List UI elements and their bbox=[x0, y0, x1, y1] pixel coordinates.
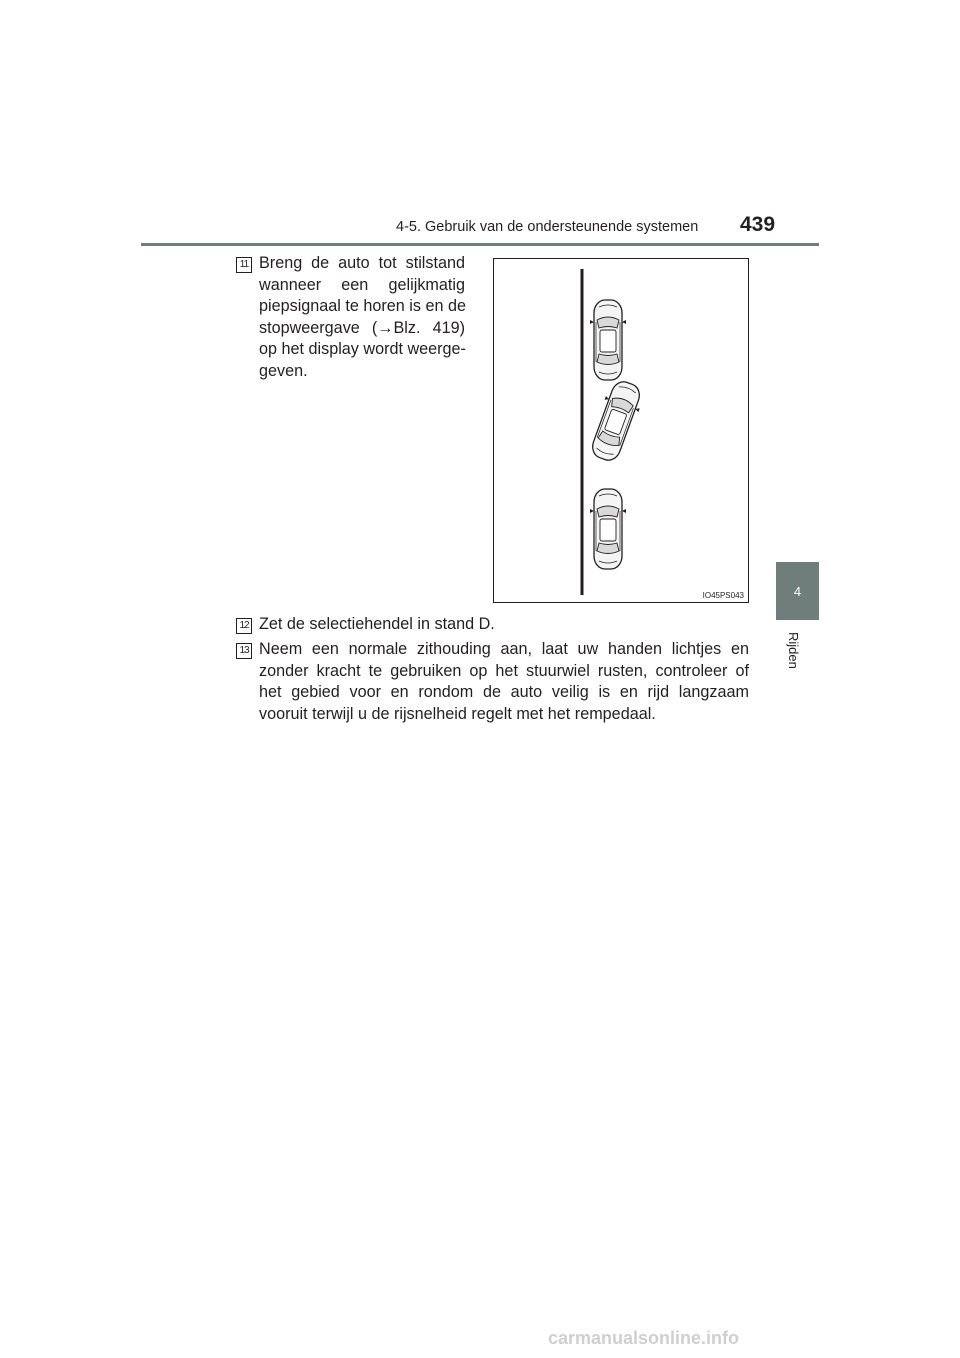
text-line: zonder kracht te gebruiken op het stuurwiel rusten, controleer of bbox=[259, 661, 749, 680]
own-car bbox=[585, 377, 646, 464]
parking-illustration bbox=[493, 258, 749, 603]
parking-diagram bbox=[494, 259, 750, 604]
step-number-12: 12 bbox=[236, 618, 252, 634]
chapter-label: Rijden bbox=[786, 632, 801, 669]
watermark: carmanualsonline.info bbox=[548, 1328, 740, 1348]
text-line: het gebied voor en rondom de auto veilig is en rijd langzaam bbox=[259, 683, 749, 701]
figure-code: IO45PS043 bbox=[702, 591, 744, 600]
text-line: piepsignaal te horen is en de bbox=[259, 297, 466, 315]
text-line: stopweergave (→Blz. 419) bbox=[259, 318, 465, 337]
section-title: 4-5. Gebruik van de ondersteunende systemen bbox=[396, 219, 699, 235]
chapter-number: 4 bbox=[793, 583, 802, 599]
step-13-text bbox=[259, 639, 749, 725]
step-number-13: 13 bbox=[236, 643, 252, 659]
text-line: Breng de auto tot stilstand bbox=[259, 254, 465, 272]
header-divider bbox=[141, 243, 819, 246]
step-number-11: 11 bbox=[236, 257, 252, 273]
text-line: Neem een normale zithouding aan, laat uw handen lichtjes en bbox=[259, 640, 749, 658]
text-line: geven. bbox=[259, 361, 308, 380]
parked-car-front bbox=[590, 300, 626, 380]
text-line: Zet de selectiehendel in stand D. bbox=[259, 615, 495, 633]
text-line: wanneer een gelijkmatig bbox=[259, 275, 465, 294]
chapter-tab bbox=[776, 562, 819, 620]
step-11-text bbox=[259, 253, 465, 382]
step-12-text bbox=[259, 614, 749, 636]
text-line: op het display wordt weerge- bbox=[259, 340, 466, 358]
parked-car-rear bbox=[590, 489, 626, 569]
page-number: 439 bbox=[740, 213, 776, 236]
text-line: vooruit terwijl u de rijsnelheid regelt met het rempedaal. bbox=[259, 704, 656, 723]
